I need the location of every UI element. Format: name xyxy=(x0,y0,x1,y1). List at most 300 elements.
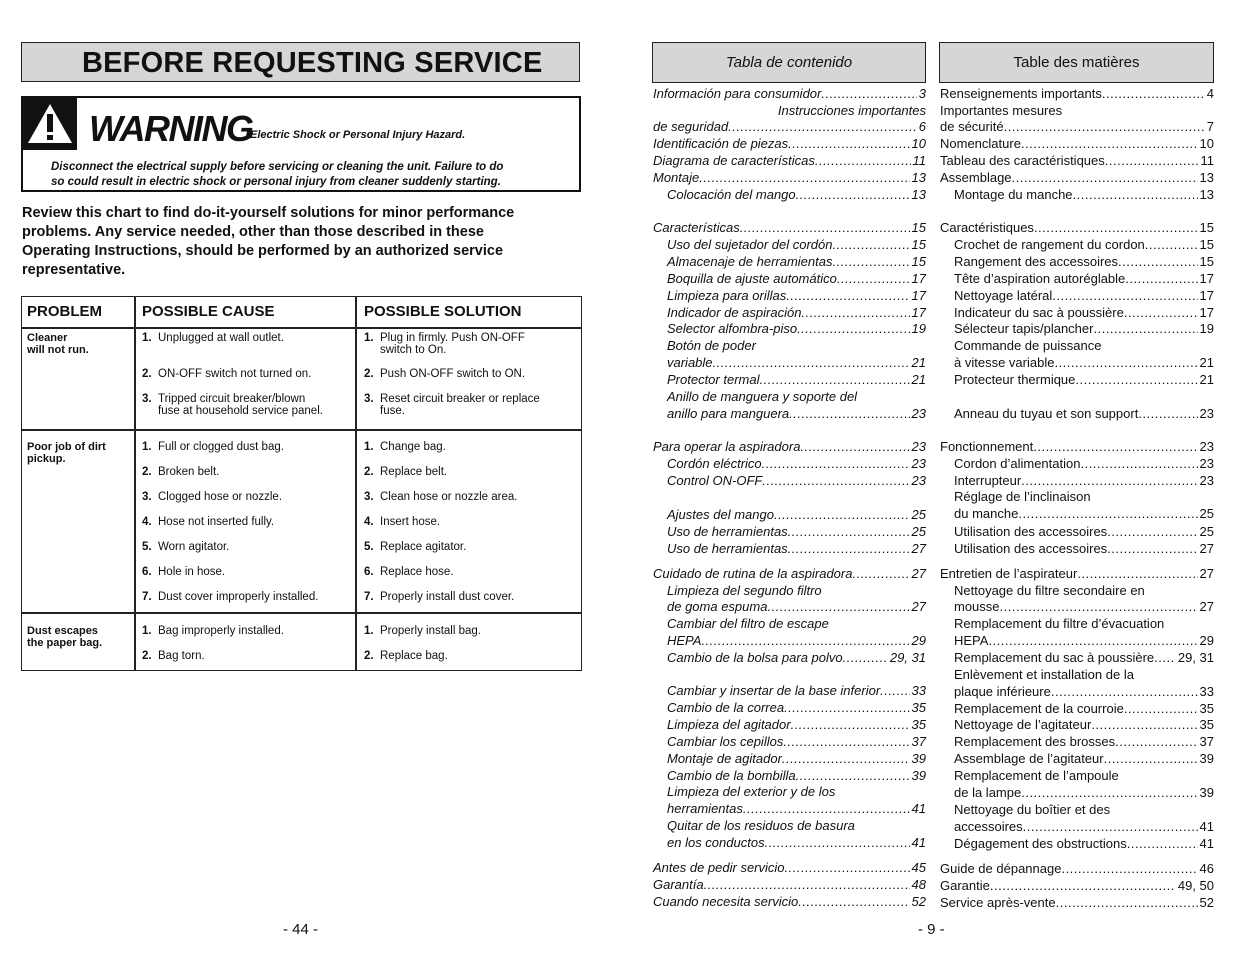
toc-fr-entry xyxy=(940,153,1214,169)
toc-fr-entry xyxy=(954,237,1214,253)
toc-fr-entry-page: 35 xyxy=(1199,717,1214,732)
toc-es-entry xyxy=(667,389,926,405)
solution-item xyxy=(364,650,579,662)
cause-item xyxy=(142,332,352,344)
cause-text: Dust cover improperly installed. xyxy=(158,591,319,603)
toc-es-entry xyxy=(653,103,926,119)
toc-es-entry-leader xyxy=(704,877,910,893)
toc-es-entry-leader xyxy=(740,220,910,236)
toc-es-entry-page: 3 xyxy=(918,86,926,101)
solution-item xyxy=(364,625,579,637)
toc-es-entry-title: Uso del sujetador del cordón xyxy=(667,237,833,252)
solution-text: Replace agitator. xyxy=(380,541,467,553)
toc-fr-entry-page: 21 xyxy=(1199,372,1214,387)
toc-fr-entry-title: Remplacement de l’ampoule xyxy=(954,768,1119,783)
solution-number: 5. xyxy=(364,541,374,553)
solution-number: 1. xyxy=(364,441,374,453)
toc-es-entry xyxy=(667,683,926,699)
toc-fr-entry xyxy=(954,616,1214,632)
toc-es-entry-page: 10 xyxy=(911,136,926,151)
toc-es-entry-title: Botón de poder xyxy=(667,338,756,353)
solution-text: Clean hose or nozzle area. xyxy=(380,491,518,503)
toc-fr-entry-page: 52 xyxy=(1199,895,1214,910)
toc-es-entry-title: herramientas xyxy=(667,801,743,816)
toc-es-entry-leader xyxy=(796,768,910,784)
solution-number: 7. xyxy=(364,591,374,603)
toc-es-entry-leader xyxy=(789,406,909,422)
toc-fr-entry xyxy=(954,489,1214,505)
cause-text: Tripped circuit breaker/blown fuse at household service panel. xyxy=(158,393,323,417)
toc-fr-entry-title: Dégagement des obstructions xyxy=(954,836,1127,851)
solution-item xyxy=(364,466,579,478)
toc-es-entry-title: Diagrama de características xyxy=(653,153,815,168)
cause-text: Clogged hose or nozzle. xyxy=(158,491,283,503)
toc-es-entry-leader xyxy=(785,860,910,876)
solution-number: 2. xyxy=(364,368,374,380)
solution-text: Properly install bag. xyxy=(380,625,481,637)
toc-es-entry-leader xyxy=(743,801,910,817)
toc-es-entry-page: 35 xyxy=(911,700,926,715)
solution-text: Replace bag. xyxy=(380,650,448,662)
toc-es-entry xyxy=(667,717,926,733)
toc-es-entry-leader xyxy=(797,321,909,337)
toc-es-entry-page: 41 xyxy=(911,801,926,816)
toc-es-entry-title: Boquilla de ajuste automático xyxy=(667,271,837,286)
toc-fr-entry-page: 23 xyxy=(1199,406,1214,421)
toc-fr-entry-leader xyxy=(1124,305,1198,321)
solution-text: Replace belt. xyxy=(380,466,448,478)
page-number-right: - 9 - xyxy=(918,921,945,938)
toc-es-entry-title: Cuando necesita servicio xyxy=(653,894,799,909)
cause-text: Bag torn. xyxy=(158,650,205,662)
toc-es-entry-leader xyxy=(728,119,917,135)
toc-fr-entry-title: Remplacement des brosses xyxy=(954,734,1116,749)
toc-fr-entry-leader xyxy=(1075,372,1197,388)
solution-text: Replace hose. xyxy=(380,566,454,578)
toc-es-entry-leader xyxy=(798,894,909,910)
toc-es-entry-page: 27 xyxy=(911,541,926,556)
toc-es-entry xyxy=(667,406,926,422)
toc-es-entry xyxy=(653,220,926,236)
warning-text xyxy=(51,160,571,190)
toc-header-fr xyxy=(939,42,1214,83)
toc-fr-entry-title: Nettoyage du filtre secondaire en xyxy=(954,583,1145,598)
solution-item xyxy=(364,393,579,417)
toc-fr-entry-leader xyxy=(1023,819,1198,835)
toc-es-entry-title: Montaje xyxy=(653,170,700,185)
toc-fr-entry-leader xyxy=(1073,187,1198,203)
toc-fr-entry-title: Protecteur thermique xyxy=(954,372,1076,387)
toc-fr-entry xyxy=(954,650,1214,666)
toc-fr-entry xyxy=(940,86,1214,102)
toc-es-entry xyxy=(667,271,926,287)
solution-item xyxy=(364,332,579,356)
toc-es-entry xyxy=(667,768,926,784)
toc-fr-entry-page: 15 xyxy=(1199,220,1214,235)
toc-fr-entry xyxy=(954,684,1214,700)
toc-es-entry xyxy=(667,583,926,599)
cause-item xyxy=(142,393,352,417)
toc-fr-entry-title: Cordon d’alimentation xyxy=(954,456,1081,471)
toc-es-entry-title: Limpieza del agitador xyxy=(667,717,791,732)
toc-es-entry-title: Identificación de piezas xyxy=(653,136,789,151)
toc-fr-entry-title: HEPA xyxy=(954,633,989,648)
toc-fr-entry-title: Nettoyage du boîtier et des xyxy=(954,802,1111,817)
toc-fr-entry-leader xyxy=(990,878,1176,894)
toc-fr-entry-leader xyxy=(1118,254,1198,270)
toc-fr-entry xyxy=(954,406,1214,422)
problem-cell xyxy=(27,332,132,356)
toc-fr-entry-title: Interrupteur xyxy=(954,473,1022,488)
toc-fr-entry-page: 29, 31 xyxy=(1177,650,1214,665)
toc-es-entry xyxy=(653,439,926,455)
toc-es-entry-page: 37 xyxy=(911,734,926,749)
toc-es-entry xyxy=(667,541,926,557)
toc-fr-entry-leader xyxy=(1021,785,1197,801)
toc-fr-entry-title: Nomenclature xyxy=(940,136,1021,151)
problem-cell xyxy=(27,625,132,649)
cause-item xyxy=(142,591,352,603)
toc-es-entry-title: Cambio de la bolsa para polvo xyxy=(667,650,843,665)
toc-fr-entry-leader xyxy=(1021,136,1198,152)
toc-fr-entry-leader xyxy=(1138,406,1197,422)
toc-fr-entry-leader xyxy=(1107,524,1197,540)
page-number-left: - 44 - xyxy=(283,921,319,938)
toc-fr-entry-title: Fonctionnement xyxy=(940,439,1034,454)
toc-es-entry xyxy=(667,321,926,337)
toc-fr-entry xyxy=(940,878,1214,894)
toc-es-entry-page: 6 xyxy=(918,119,926,134)
toc-fr-entry-page: 13 xyxy=(1199,187,1214,202)
toc-fr-entry-leader xyxy=(1093,321,1197,337)
toc-es-entry xyxy=(653,877,926,893)
toc-es-entry xyxy=(667,355,926,371)
toc-es-entry-page: 35 xyxy=(911,717,926,732)
toc-fr-entry-title: Utilisation des accessoires xyxy=(954,524,1108,539)
toc-fr-entry xyxy=(954,321,1214,337)
toc-fr-entry-page: 39 xyxy=(1199,751,1214,766)
toc-es-entry-leader xyxy=(759,372,909,388)
cause-text: Full or clogged dust bag. xyxy=(158,441,284,453)
toc-fr-entry-leader xyxy=(1021,473,1197,489)
toc-fr-entry-title: Guide de dépannage xyxy=(940,861,1062,876)
toc-es-entry xyxy=(667,473,926,489)
toc-fr-entry-title: Réglage de l’inclinaison xyxy=(954,489,1091,504)
toc-es-entry-title: Para operar la aspiradora xyxy=(653,439,801,454)
cause-item xyxy=(142,368,352,380)
toc-fr-entry-leader xyxy=(1154,650,1176,666)
solution-text: Properly install dust cover. xyxy=(380,591,515,603)
toc-es-entry xyxy=(667,700,926,716)
toc-es-entry xyxy=(667,784,926,800)
toc-es-entry-leader xyxy=(821,86,916,102)
toc-fr-entry-leader xyxy=(1105,153,1199,169)
toc-fr-entry-leader xyxy=(1000,599,1198,615)
toc-es-entry-title: Características xyxy=(653,220,740,235)
solution-item xyxy=(364,441,579,453)
toc-es-entry xyxy=(653,170,926,186)
toc-fr-entry-page: 19 xyxy=(1199,321,1214,336)
toc-fr-entry-leader xyxy=(1091,717,1197,733)
toc-es-entry-title: variable xyxy=(667,355,713,370)
problem-cell xyxy=(27,441,132,465)
toc-fr-entry-title: Utilisation des accessoires xyxy=(954,541,1108,556)
toc-fr-entry-page: 17 xyxy=(1199,271,1214,286)
toc-fr-entry-page: 27 xyxy=(1199,599,1214,614)
toc-fr-entry-title: Assemblage de l’agitateur xyxy=(954,751,1104,766)
toc-es-entry xyxy=(667,751,926,767)
toc-es-entry-leader xyxy=(762,456,910,472)
cause-item xyxy=(142,466,352,478)
toc-fr-entry-page: 27 xyxy=(1199,566,1214,581)
toc-es-entry-leader xyxy=(788,541,910,557)
toc-fr-entry-title: Rangement des accessoires xyxy=(954,254,1119,269)
cause-item xyxy=(142,516,352,528)
toc-es-entry-page: 23 xyxy=(911,473,926,488)
toc-es-entry-page: 27 xyxy=(911,599,926,614)
toc-es-entry xyxy=(653,136,926,152)
toc-fr-entry xyxy=(954,473,1214,489)
toc-fr-entry-title: Tête d’aspiration autoréglable xyxy=(954,271,1126,286)
toc-es-entry-title: Ajustes del mango xyxy=(667,507,774,522)
toc-fr-entry-page: 39 xyxy=(1199,785,1214,800)
problem-line: Poor job of dirt xyxy=(27,441,106,453)
toc-es-entry-title: Uso de herramientas xyxy=(667,541,788,556)
cause-number: 3. xyxy=(142,393,152,405)
toc-fr-entry-title: Remplacement du filtre d’évacuation xyxy=(954,616,1165,631)
toc-fr-entry-title: Crochet de rangement du cordon xyxy=(954,237,1145,252)
toc-es-entry-title: de seguridad xyxy=(653,119,729,134)
toc-fr-entry-title: Anneau du tuyau et son support xyxy=(954,406,1139,421)
toc-es-entry-page: 52 xyxy=(911,894,926,909)
toc-es-entry-title: Cuidado de rutina de la aspiradora xyxy=(653,566,853,581)
toc-es-entry xyxy=(667,372,926,388)
toc-es-entry-page: 48 xyxy=(911,877,926,892)
toc-es-entry xyxy=(667,456,926,472)
toc-fr-entry-page: 35 xyxy=(1199,701,1214,716)
toc-es-entry xyxy=(653,153,926,169)
toc-es-entry xyxy=(653,860,926,876)
toc-es-entry-title: Limpieza del exterior y de los xyxy=(667,784,836,799)
toc-es-entry-page: 41 xyxy=(911,835,926,850)
toc-es-entry-page: 17 xyxy=(911,271,926,286)
toc-fr-entry xyxy=(940,119,1214,135)
toc-fr-entry-page: 49, 50 xyxy=(1177,878,1214,893)
toc-es-entry-page: 39 xyxy=(911,751,926,766)
toc-fr-entry-title: Caractéristiques xyxy=(940,220,1034,235)
toc-fr-entry-page: 25 xyxy=(1199,524,1214,539)
toc-es-entry-title: Almacenaje de herramientas xyxy=(667,254,833,269)
toc-fr-entry-page: 23 xyxy=(1199,439,1214,454)
warning-triangle-icon xyxy=(23,98,77,150)
toc-fr-entry-title: de la lampe xyxy=(954,785,1022,800)
toc-es-entry-leader xyxy=(774,507,910,523)
problem-line: Dust escapes xyxy=(27,625,98,637)
toc-fr-entry-leader xyxy=(988,633,1197,649)
toc-fr-entry xyxy=(940,170,1214,186)
solution-text: Insert hose. xyxy=(380,516,441,528)
toc-fr-entry-leader xyxy=(1080,456,1197,472)
warning-line: Disconnect the electrical supply before servicing or cleaning the unit. Failure to do xyxy=(51,161,504,173)
toc-es-entry-leader xyxy=(832,254,909,270)
toc-fr-entry-leader xyxy=(1052,288,1197,304)
toc-fr-entry-page: 17 xyxy=(1199,305,1214,320)
toc-fr-entry-leader xyxy=(1077,566,1197,582)
toc-fr-entry-leader xyxy=(1127,836,1198,852)
toc-fr-entry-title: à vitesse variable xyxy=(954,355,1055,370)
toc-es-entry xyxy=(667,616,926,632)
toc-fr-entry-title: Nettoyage de l’agitateur xyxy=(954,717,1092,732)
toc-fr-entry-title: Importantes mesures xyxy=(940,103,1063,118)
toc-es-entry xyxy=(653,566,926,582)
toc-es-entry-title: Cambiar los cepillos xyxy=(667,734,784,749)
toc-fr-entry-page: 23 xyxy=(1199,456,1214,471)
toc-es-entry xyxy=(667,734,926,750)
toc-fr-entry xyxy=(954,633,1214,649)
toc-es-entry-page: 21 xyxy=(911,355,926,370)
toc-es-entry-leader xyxy=(796,187,910,203)
toc-es-entry-title: Cordón eléctrico xyxy=(667,456,762,471)
toc-es-entry xyxy=(667,187,926,203)
toc-fr-entry xyxy=(954,271,1214,287)
toc-es-entry xyxy=(667,524,926,540)
toc-es-entry-title: Anillo de manguera y soporte del xyxy=(667,389,858,404)
toc-es-entry xyxy=(667,338,926,354)
toc-es-entry-leader xyxy=(765,835,910,851)
toc-fr-entry-title: mousse xyxy=(954,599,1000,614)
toc-fr-entry-title: accessoires xyxy=(954,819,1023,834)
solution-number: 2. xyxy=(364,650,374,662)
toc-fr-entry-leader xyxy=(1125,271,1197,287)
toc-fr-entry-page: 4 xyxy=(1206,86,1214,101)
toc-es-entry-page: 11 xyxy=(912,153,926,168)
toc-es-entry-page: 25 xyxy=(911,524,926,539)
toc-es-entry-page: 45 xyxy=(911,860,926,875)
toc-es-entry-title: Garantía xyxy=(653,877,704,892)
toc-fr-entry-title: Garantie xyxy=(940,878,990,893)
toc-es-entry xyxy=(667,237,926,253)
problem-line: Cleaner xyxy=(27,332,68,344)
toc-es-entry-leader xyxy=(784,700,909,716)
toc-fr-entry xyxy=(940,136,1214,152)
warning-box xyxy=(21,96,581,192)
toc-title-fr: Table des matières xyxy=(1013,54,1140,71)
toc-fr-entry-title: Assemblage xyxy=(940,170,1012,185)
intro-line: Review this chart to find do-it-yourself solutions for minor performance xyxy=(22,205,515,221)
toc-es-entry-page: 13 xyxy=(911,170,926,185)
toc-es-entry-leader xyxy=(833,237,910,253)
toc-fr-entry-leader xyxy=(1102,86,1205,102)
troubleshooting-table xyxy=(21,296,582,671)
problem-line: the paper bag. xyxy=(27,637,103,649)
toc-fr-entry-page: 15 xyxy=(1199,254,1214,269)
toc-fr-entry-page: 29 xyxy=(1199,633,1214,648)
toc-fr-entry-page: 11 xyxy=(1200,153,1214,168)
toc-es-entry-page: 17 xyxy=(911,288,926,303)
toc-es-entry-page: 13 xyxy=(911,187,926,202)
toc-es-entry-page: 23 xyxy=(911,456,926,471)
toc-es-entry-leader xyxy=(801,305,909,321)
toc-fr-entry-page: 25 xyxy=(1199,506,1214,521)
toc-es-entry-leader xyxy=(843,650,888,666)
solution-item xyxy=(364,516,579,528)
toc-fr-entry xyxy=(954,355,1214,371)
toc-es-entry-title: Instrucciones importantes xyxy=(777,103,926,118)
toc-es-entry-leader xyxy=(782,751,910,767)
toc-es-entry-title: Colocación del mango xyxy=(667,187,796,202)
solution-number: 3. xyxy=(364,491,374,503)
toc-fr-entry-leader xyxy=(1034,220,1198,236)
toc-fr-entry-leader xyxy=(1033,439,1197,455)
toc-es-entry-title: HEPA xyxy=(667,633,702,648)
toc-fr-entry xyxy=(954,819,1214,835)
warning-word: WARNING xyxy=(89,108,253,149)
toc-fr-entry-title: plaque inférieure xyxy=(954,684,1051,699)
toc-fr-entry xyxy=(954,701,1214,717)
toc-es-entry-title: Cambiar y insertar de la base inferior xyxy=(667,683,881,698)
cause-text: Unplugged at wall outlet. xyxy=(158,332,284,344)
toc-es-entry xyxy=(667,650,926,666)
cause-number: 4. xyxy=(142,516,152,528)
solution-number: 4. xyxy=(364,516,374,528)
toc-fr-entry-title: Remplacement du sac à poussière xyxy=(954,650,1155,665)
solution-item xyxy=(364,566,579,578)
cause-number: 5. xyxy=(142,541,152,553)
toc-fr-entry xyxy=(954,254,1214,270)
solution-text: Push ON-OFF switch to ON. xyxy=(380,368,526,380)
toc-fr-entry-leader xyxy=(1061,861,1197,877)
toc-fr-entry-leader xyxy=(1115,734,1197,750)
toc-fr-entry xyxy=(954,187,1214,203)
cause-number: 1. xyxy=(142,441,152,453)
toc-fr-entry-page: 21 xyxy=(1199,355,1214,370)
toc-fr-entry xyxy=(954,583,1214,599)
cause-number: 1. xyxy=(142,625,152,637)
solution-item xyxy=(364,368,579,380)
toc-header-es xyxy=(652,42,926,83)
toc-fr-entry-leader xyxy=(1107,541,1197,557)
toc-fr-entry-leader xyxy=(1056,895,1198,911)
warning-subtitle: Electric Shock or Personal Injury Hazard. xyxy=(250,129,466,141)
toc-fr-entry-leader xyxy=(1004,119,1205,135)
toc-fr-entry-page: 23 xyxy=(1199,473,1214,488)
toc-es-entry-page: 27 xyxy=(911,566,926,581)
toc-fr-entry-leader xyxy=(1054,355,1197,371)
toc-es-entry-title: en los conductos xyxy=(667,835,765,850)
toc-fr-entry-title: Indicateur du sac à poussière xyxy=(954,305,1124,320)
toc-fr-entry-page: 17 xyxy=(1199,288,1214,303)
toc-fr-entry-title: Sélecteur tapis/plancher xyxy=(954,321,1094,336)
toc-fr-entry-page: 41 xyxy=(1199,836,1214,851)
solution-text: Reset circuit breaker or replace fuse. xyxy=(380,393,540,417)
toc-fr-entry-page: 13 xyxy=(1199,170,1214,185)
solution-text: Change bag. xyxy=(380,441,446,453)
cause-item xyxy=(142,491,352,503)
toc-fr-entry xyxy=(954,456,1214,472)
solution-number: 6. xyxy=(364,566,374,578)
toc-fr-entry-title: Entretien de l’aspirateur xyxy=(940,566,1078,581)
toc-es-entry-leader xyxy=(852,566,909,582)
cause-number: 2. xyxy=(142,650,152,662)
cause-number: 2. xyxy=(142,368,152,380)
toc-es-entry-title: Limpieza para orillas xyxy=(667,288,787,303)
toc-es-entry-page: 15 xyxy=(911,237,926,252)
toc-fr-entry xyxy=(954,524,1214,540)
toc-fr-entry xyxy=(954,305,1214,321)
toc-es-entry-page: 29, 31 xyxy=(889,650,926,665)
toc-fr-entry xyxy=(940,103,1214,119)
toc-es-entry-leader xyxy=(786,288,909,304)
